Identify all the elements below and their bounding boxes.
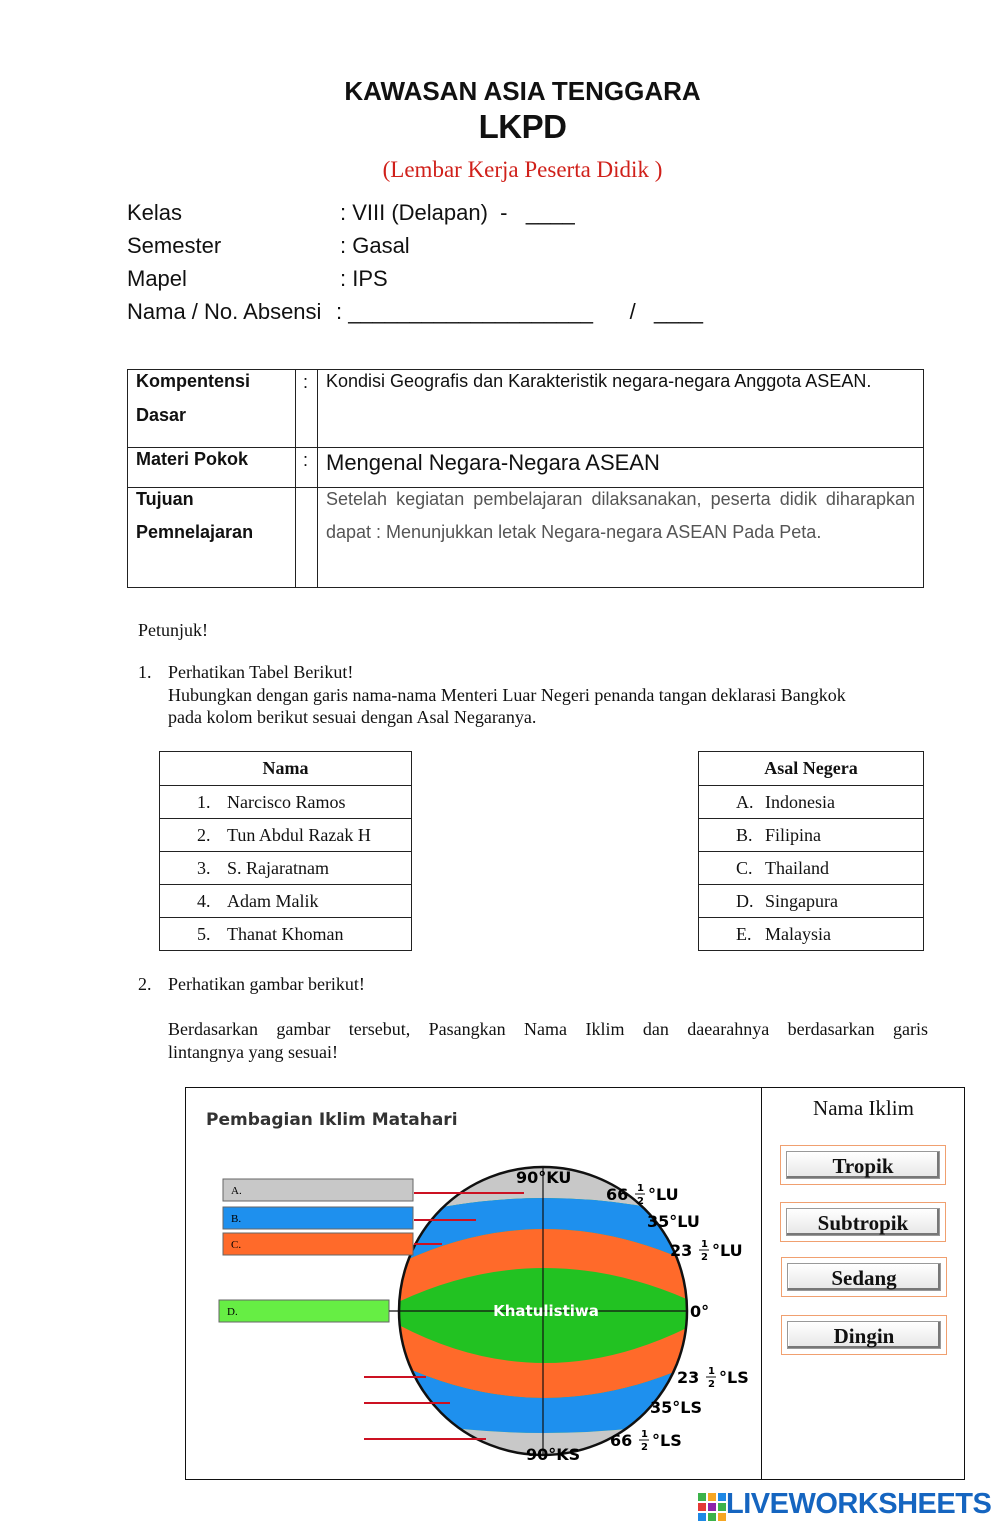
table-row[interactable] <box>699 786 923 818</box>
kd-text-materi: Mengenal Negara-Negara ASEAN <box>326 450 660 475</box>
lat-66n-suffix: °LU <box>648 1185 679 1204</box>
slot-label: D. <box>227 1306 238 1318</box>
table-row[interactable] <box>699 918 923 950</box>
row-number: 4. <box>197 891 211 911</box>
lat-label-90s: 90°KS <box>526 1445 581 1464</box>
logo-text: LIVEWORKSHEETS <box>726 1488 992 1520</box>
kd-colon: : <box>303 450 309 470</box>
table-row[interactable] <box>160 819 411 851</box>
lat-label-35s: 35°LS <box>650 1398 702 1417</box>
info-label-kelas: Kelas <box>127 200 183 225</box>
instruction-1-title: Perhatikan Tabel Berikut! <box>168 662 354 682</box>
minister-name: S. Rajaratnam <box>227 858 329 878</box>
climate-option-label[interactable]: Dingin <box>787 1321 941 1349</box>
minister-name: Tun Abdul Razak H <box>227 825 371 845</box>
row-letter: E. <box>736 924 752 944</box>
instruction-1-number: 1. <box>138 662 152 682</box>
slot-box[interactable] <box>223 1179 413 1201</box>
names-table-box <box>159 751 412 951</box>
info-value-kelas: : VIII (Delapan) - ____ <box>340 200 575 225</box>
countries-table <box>698 751 924 951</box>
lat-23s-suffix: °LS <box>719 1368 749 1387</box>
logo-icon <box>697 1492 727 1522</box>
slot-label: C. <box>231 1239 242 1251</box>
lat-frac-den: 2 <box>641 1442 648 1453</box>
table-row[interactable] <box>160 885 411 917</box>
lat-label-90n: 90°KU <box>516 1168 572 1187</box>
instruction-1-line1: Hubungkan dengan garis nama-nama Menteri Luar Negeri penanda tangan deklarasi Bangkok <box>168 685 846 705</box>
minister-name: Narcisco Ramos <box>227 792 346 812</box>
instructions-heading: Petunjuk! <box>138 620 208 640</box>
instruction-2-title: Perhatikan gambar berikut! <box>168 974 365 994</box>
table-divider <box>295 370 296 587</box>
diagram-title: Pembagian Iklim Matahari <box>206 1110 458 1130</box>
kd-colon: : <box>303 372 309 392</box>
table-row[interactable] <box>160 786 411 818</box>
kd-label-tujuan: Tujuan <box>136 489 194 509</box>
kd-text-kompetensi: Kondisi Geografis dan Karakteristik negara-negara Anggota ASEAN. <box>326 371 872 391</box>
minister-name: Adam Malik <box>227 891 319 911</box>
names-table-header: Nama <box>262 758 309 778</box>
lat-frac-den: 2 <box>637 1196 644 1207</box>
row-number: 3. <box>197 858 211 878</box>
climate-option-subtropik[interactable] <box>780 1202 946 1242</box>
climate-panel-title: Nama Iklim <box>813 1096 914 1120</box>
kd-label-pembelajaran: Pemnelajaran <box>136 522 254 542</box>
slot-box[interactable] <box>223 1207 413 1229</box>
lat-label-35n: 35°LU <box>647 1212 700 1231</box>
row-letter: D. <box>736 891 754 911</box>
climate-option-tropik[interactable] <box>780 1145 946 1185</box>
slot-label: B. <box>231 1213 242 1225</box>
row-letter: C. <box>736 858 753 878</box>
country-name: Filipina <box>765 825 822 845</box>
row-letter: A. <box>736 792 754 812</box>
lat-23n-int: 23 <box>670 1241 693 1260</box>
table-row[interactable] <box>699 852 923 884</box>
table-row[interactable] <box>160 852 411 884</box>
answer-slot-c[interactable] <box>223 1233 413 1255</box>
row-number: 5. <box>197 924 211 944</box>
competency-table <box>127 369 924 588</box>
country-name: Malaysia <box>765 924 831 944</box>
instruction-2-number: 2. <box>138 974 152 994</box>
lat-frac-num: 1 <box>708 1366 715 1377</box>
minister-name: Thanat Khoman <box>227 924 344 944</box>
lat-23n-suffix: °LU <box>712 1241 743 1260</box>
equator-label: Khatulistiwa <box>493 1302 599 1320</box>
country-name: Indonesia <box>765 792 835 812</box>
climate-option-dingin[interactable] <box>781 1315 947 1355</box>
climate-option-label[interactable]: Subtropik <box>786 1208 940 1236</box>
worksheet-subtitle: LKPD <box>478 108 567 145</box>
info-value-nama: : ____________________ / ____ <box>336 299 703 324</box>
country-name: Singapura <box>765 891 838 911</box>
kd-label-kompetensi: Kompentensi <box>136 371 251 391</box>
instruction-1-line2: pada kolom berikut sesuai dengan Asal Negaranya. <box>168 707 537 727</box>
info-value-mapel: : IPS <box>340 266 388 291</box>
table-row[interactable] <box>699 885 923 917</box>
info-label-semester: Semester <box>127 233 222 258</box>
answer-slot-d[interactable] <box>219 1300 389 1322</box>
info-label-nama: Nama / No. Absensi <box>127 299 322 324</box>
slot-label: A. <box>231 1185 242 1197</box>
info-value-semester: : Gasal <box>340 233 410 258</box>
climate-option-label[interactable]: Sedang <box>787 1263 941 1291</box>
lat-23s-int: 23 <box>677 1368 700 1387</box>
country-name: Thailand <box>765 858 829 878</box>
instruction-2-line1: Berdasarkan gambar tersebut, Pasangkan Nama Iklim dan daearahnya berdasarkan garis <box>168 1019 928 1039</box>
climate-option-sedang[interactable] <box>781 1257 947 1297</box>
info-label-mapel: Mapel <box>127 266 187 291</box>
lat-66n-int: 66 <box>606 1185 629 1204</box>
lat-frac-num: 1 <box>641 1429 648 1440</box>
kd-label-dasar: Dasar <box>136 405 187 425</box>
table-row[interactable] <box>160 918 411 950</box>
row-number: 1. <box>197 792 211 812</box>
row-letter: B. <box>736 825 753 845</box>
table-divider <box>317 370 318 587</box>
climate-option-label[interactable]: Tropik <box>786 1151 940 1179</box>
lat-frac-den: 2 <box>708 1379 715 1390</box>
worksheet-caption: (Lembar Kerja Peserta Didik ) <box>382 157 663 182</box>
lat-frac-num: 1 <box>637 1183 644 1194</box>
lat-66s-int: 66 <box>610 1431 633 1450</box>
lat-66s-suffix: °LS <box>652 1431 682 1450</box>
row-number: 2. <box>197 825 211 845</box>
answer-slot-a[interactable] <box>223 1179 413 1201</box>
slot-box[interactable] <box>223 1233 413 1255</box>
countries-table-header: Asal Negera <box>764 758 858 778</box>
instruction-2-line2: lintangnya yang sesuai! <box>168 1042 338 1062</box>
lat-frac-den: 2 <box>701 1252 708 1263</box>
answer-slot-b[interactable] <box>223 1207 413 1229</box>
kd-text-tujuan: Setelah kegiatan pembelajaran dilaksanakan, peserta didik diharapkan dapat : Menunjukkan letak Negara-negara ASEAN Pada Peta. <box>326 489 915 542</box>
lat-label-0: 0° <box>690 1302 710 1321</box>
worksheet-title: KAWASAN ASIA TENGGARA <box>344 76 701 106</box>
lat-frac-num: 1 <box>701 1239 708 1250</box>
kd-label-materi: Materi Pokok <box>136 449 249 469</box>
table-row[interactable] <box>699 819 923 851</box>
slot-box[interactable] <box>219 1300 389 1322</box>
climate-diagram <box>186 1088 761 1478</box>
